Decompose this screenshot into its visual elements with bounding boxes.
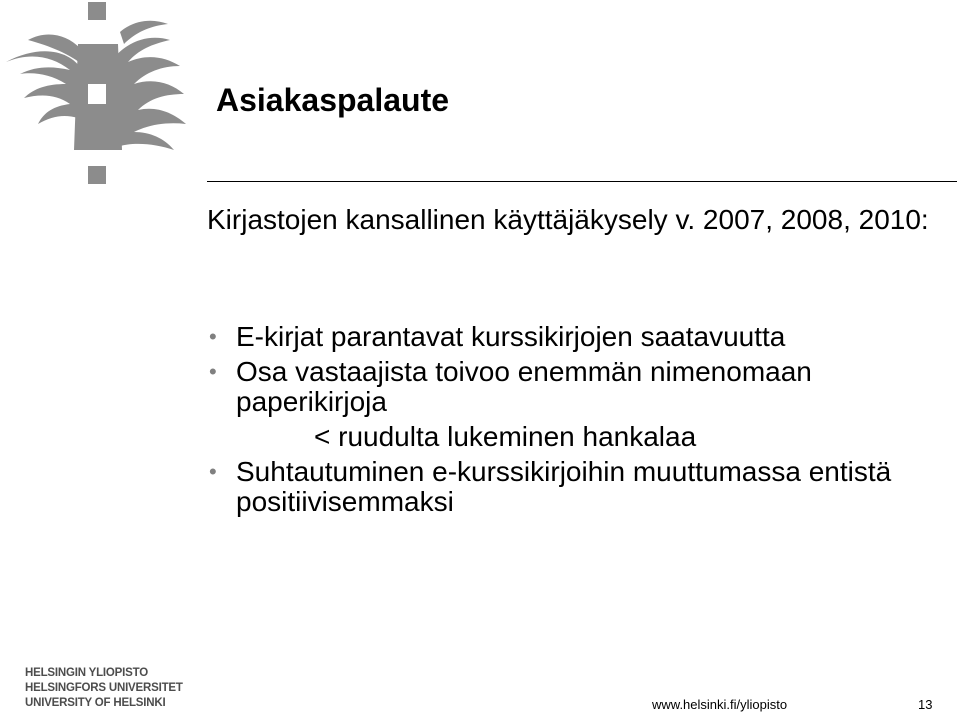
- list-item: [209, 357, 939, 417]
- university-name-sv: HELSINGFORS UNIVERSITET: [25, 682, 183, 694]
- page-number: 13: [918, 697, 933, 712]
- university-name-fi: HELSINGIN YLIOPISTO: [25, 667, 148, 679]
- slide-title: Asiakaspalaute: [216, 82, 450, 118]
- intro-text: Kirjastojen kansallinen käyttäjäkysely v. 2007, 2008, 2010:: [207, 204, 929, 235]
- list-item: [209, 457, 939, 517]
- list-item: [209, 322, 939, 352]
- bullet-dot-icon: •: [209, 324, 217, 349]
- university-name-en: UNIVERSITY OF HELSINKI: [25, 697, 166, 709]
- title-divider: [207, 181, 957, 182]
- footer-url: www.helsinki.fi/yliopisto: [652, 697, 788, 712]
- list-item: [209, 422, 939, 452]
- bullet-dot-icon: •: [209, 459, 217, 484]
- bullet-text: Osa vastaajista toivoo enemmän nimenomaan paperikirjoja: [236, 356, 812, 417]
- bullet-text: Suhtautuminen e-kurssikirjoihin muuttumassa entistä positiivisemmaksi: [236, 456, 892, 517]
- bullet-list: [209, 322, 939, 522]
- bullet-text: E-kirjat parantavat kurssikirjojen saatavuutta: [236, 321, 786, 352]
- helsinki-flame-logo-icon: [0, 0, 200, 190]
- bullet-text: < ruudulta lukeminen hankalaa: [314, 421, 697, 452]
- bullet-dot-icon: •: [209, 359, 217, 384]
- university-wordmark: [25, 666, 183, 711]
